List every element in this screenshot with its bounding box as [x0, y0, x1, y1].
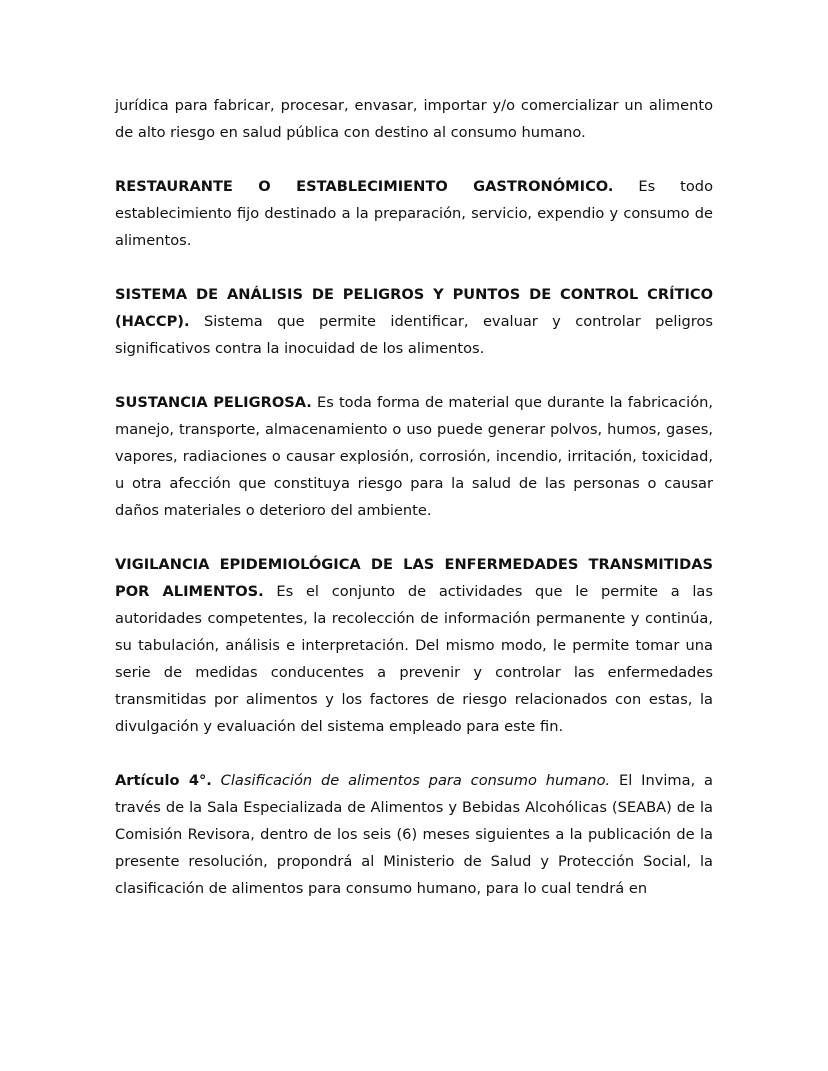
definition-term: SUSTANCIA PELIGROSA.: [115, 394, 312, 411]
definition-continuation: [115, 92, 713, 146]
definition-text: Es el conjunto de actividades que le permite a las autoridades competentes, la recolección de información permanente y continúa, su tabulación, análisis e interpretación. Del mismo modo, le permite tomar una serie de medidas conducentes a prevenir y controlar las enfermedades transmitidas por alimentos y los factores de riesgo relacionados con estas, la divulgación y evaluación del sistema empleado para este fin.: [115, 583, 713, 735]
definition-term: SISTEMA DE ANÁLISIS DE PELIGROS Y PUNTOS DE CONTROL CRÍTICO (HACCP).: [115, 286, 713, 330]
article-4: [115, 767, 713, 902]
definition-vigilancia-epidemiologica: [115, 551, 713, 740]
definition-haccp: [115, 281, 713, 362]
article-text: El Invima, a través de la Sala Especializada de Alimentos y Bebidas Alcohólicas (SEABA) de la Comisión Revisora, dentro de los seis (6) meses siguientes a la publicación de la presente resolución, propondrá al Ministerio de Salud y Protección Social, la clasificación de alimentos para consumo humano, para lo cual tendrá en: [115, 772, 713, 897]
definition-text: Es todo establecimiento fijo destinado a la preparación, servicio, expendio y consumo de alimentos.: [115, 178, 713, 249]
definition-term: RESTAURANTE O ESTABLECIMIENTO GASTRONÓMICO.: [115, 178, 614, 195]
article-number: Artículo 4°.: [115, 772, 212, 789]
document-page: [115, 92, 713, 929]
definition-restaurante: [115, 173, 713, 254]
definition-sustancia-peligrosa: [115, 389, 713, 524]
definition-text: Sistema que permite identificar, evaluar y controlar peligros significativos contra la inocuidad de los alimentos.: [115, 313, 713, 357]
definition-text: jurídica para fabricar, procesar, envasar, importar y/o comercializar un alimento de alto riesgo en salud pública con destino al consumo humano.: [115, 97, 713, 141]
definition-text: Es toda forma de material que durante la fabricación, manejo, transporte, almacenamiento o uso puede generar polvos, humos, gases, vapores, radiaciones o causar explosión, corrosión, incendio, irritación, toxicidad, u otra afección que constituya riesgo para la salud de las personas o causar daños materiales o deterioro del ambiente.: [115, 394, 714, 519]
article-title: Clasificación de alimentos para consumo humano.: [220, 772, 611, 789]
definition-term: VIGILANCIA EPIDEMIOLÓGICA DE LAS ENFERMEDADES TRANSMITIDAS POR ALIMENTOS.: [115, 556, 713, 600]
